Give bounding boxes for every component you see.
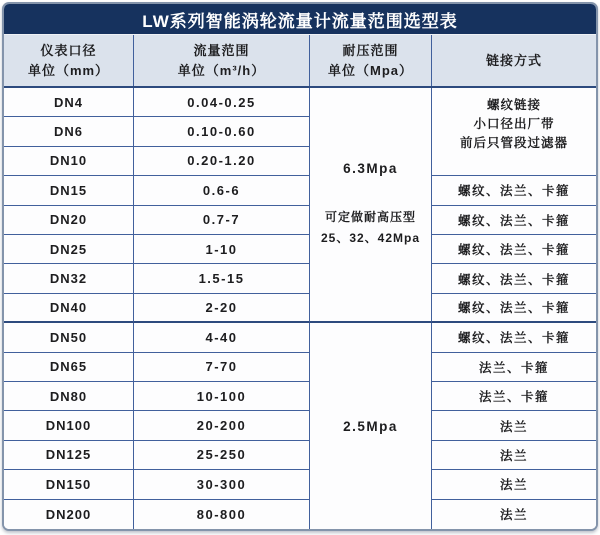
diameter-cell: DN100 — [4, 411, 134, 440]
diameter-cell: DN50 — [4, 323, 134, 352]
flow-range-cell: 0.6-6 — [134, 176, 310, 205]
diameter-cell: DN15 — [4, 176, 134, 205]
pressure-high-value: 6.3Mpa — [343, 160, 398, 176]
pressure-cell-high — [310, 88, 432, 323]
diameter-cell: DN6 — [4, 117, 134, 146]
pressure-low-value: 2.5Mpa — [343, 418, 398, 434]
header-cell-pressure — [310, 35, 432, 86]
flow-range-cell: 30-300 — [134, 470, 310, 499]
table-title: LW系列智能涡轮流量计流量范围选型表 — [4, 4, 596, 35]
header-pressure-line2: 单位（Mpa） — [327, 62, 413, 78]
flow-range-cell: 0.7-7 — [134, 206, 310, 235]
diameter-cell: DN10 — [4, 147, 134, 176]
header-cell-connection — [432, 35, 596, 86]
header-connection-line1: 链接方式 — [485, 52, 542, 68]
pressure-high-note1: 可定做耐高压型 — [324, 209, 416, 224]
header-pressure-line1: 耐压范围 — [342, 43, 399, 58]
header-cell-diameter — [4, 35, 134, 86]
connection-merged-line3: 前后只管段过滤器 — [459, 135, 568, 150]
flow-range-cell: 20-200 — [134, 411, 310, 440]
flow-range-cell: 4-40 — [134, 323, 310, 352]
table-header — [4, 35, 596, 88]
flow-range-cell: 80-800 — [134, 500, 310, 529]
flow-range-cell: 25-250 — [134, 441, 310, 470]
header-diameter-line2: 单位（mm） — [27, 62, 110, 78]
flow-range-cell: 7-70 — [134, 353, 310, 382]
connection-cell: 螺纹、法兰、卡箍 — [432, 206, 596, 235]
connection-cell-merged — [432, 88, 596, 176]
diameter-cell: DN20 — [4, 206, 134, 235]
connection-merged-line1: 螺纹链接 — [486, 98, 541, 112]
connection-cell: 法兰 — [432, 411, 596, 440]
flowmeter-selection-table — [2, 2, 598, 531]
flow-range-cell: 0.04-0.25 — [134, 88, 310, 117]
connection-cell: 螺纹、法兰、卡箍 — [432, 294, 596, 323]
table-body — [4, 88, 596, 529]
flow-range-cell: 2-20 — [134, 294, 310, 323]
connection-cell: 螺纹、法兰、卡箍 — [432, 323, 596, 352]
header-flow-line2: 单位（m³/h） — [177, 62, 266, 78]
connection-merged-line2: 小口径出厂带 — [473, 116, 555, 131]
header-cell-flow — [134, 35, 310, 86]
connection-cell: 法兰 — [432, 470, 596, 499]
diameter-cell: DN200 — [4, 500, 134, 529]
connection-cell: 法兰 — [432, 441, 596, 470]
connection-cell: 螺纹、法兰、卡箍 — [432, 176, 596, 205]
pressure-cell-low — [310, 323, 432, 529]
connection-cell: 法兰、卡箍 — [432, 353, 596, 382]
diameter-cell: DN80 — [4, 382, 134, 411]
diameter-cell: DN125 — [4, 441, 134, 470]
diameter-cell: DN40 — [4, 294, 134, 323]
header-flow-line1: 流量范围 — [193, 43, 250, 58]
connection-cell: 法兰 — [432, 500, 596, 529]
diameter-cell: DN150 — [4, 470, 134, 499]
connection-cell: 螺纹、法兰、卡箍 — [432, 235, 596, 264]
diameter-cell: DN32 — [4, 264, 134, 293]
diameter-cell: DN4 — [4, 88, 134, 117]
flow-range-cell: 10-100 — [134, 382, 310, 411]
connection-cell: 螺纹、法兰、卡箍 — [432, 264, 596, 293]
flow-range-cell: 1-10 — [134, 235, 310, 264]
header-diameter-line1: 仪表口径 — [40, 43, 97, 58]
flow-range-cell: 0.10-0.60 — [134, 117, 310, 146]
pressure-high-note2: 25、32、42Mpa — [320, 231, 421, 246]
connection-cell: 法兰、卡箍 — [432, 382, 596, 411]
diameter-cell: DN65 — [4, 353, 134, 382]
flow-range-cell: 0.20-1.20 — [134, 147, 310, 176]
diameter-cell: DN25 — [4, 235, 134, 264]
flow-range-cell: 1.5-15 — [134, 264, 310, 293]
